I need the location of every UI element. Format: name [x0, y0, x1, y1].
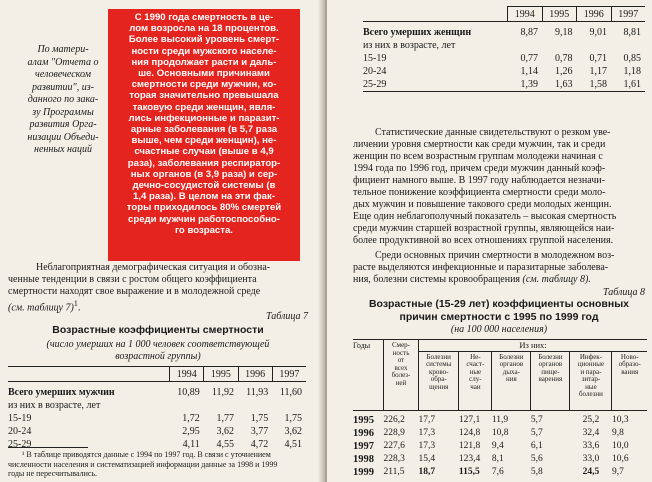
- cell: 10,0: [611, 441, 629, 451]
- cell: 9,8: [611, 428, 624, 438]
- highlight-line: ше. Основными причинами: [138, 68, 270, 80]
- footnote: [8, 450, 308, 479]
- year-cell: 1995: [353, 414, 374, 426]
- cell: 9,18: [555, 27, 573, 38]
- row-label: из них в возрасте, лет: [363, 40, 456, 51]
- table-row: [8, 412, 306, 425]
- header-line: всех: [394, 363, 408, 372]
- paragraph-line: расте выделяются инфекционные и паразитарные заболева-: [353, 262, 609, 273]
- header-line: образо-: [618, 360, 641, 368]
- women-table: [363, 6, 645, 92]
- paragraph-line: женщин по всем возрастным группам молодежи начиная с: [353, 151, 603, 162]
- cell: 3,62: [216, 426, 235, 437]
- header-line: болез-: [391, 371, 411, 379]
- highlight-line: среди мужчин работоспособно-: [128, 213, 280, 225]
- table7-subtitle: [8, 339, 308, 363]
- cell: 228,9: [383, 428, 405, 438]
- sidebar-line: алам "Отчета о: [27, 56, 99, 68]
- cell: 1,17: [589, 66, 607, 77]
- cell: 5,7: [530, 428, 543, 438]
- cell: 11,9: [491, 415, 509, 425]
- paragraph-line: фициент намного выше. В 1997 году наблюдается незначи-: [353, 175, 605, 186]
- cell: 11,92: [211, 387, 235, 398]
- paragraph-line: смертности находят свое выражение и в молодежной среде: [8, 286, 261, 297]
- table-reference: (см. таблицу 8).: [522, 274, 591, 285]
- cell: 2,95: [182, 426, 200, 437]
- sidebar-line: зу Программы: [32, 106, 94, 118]
- cell: 0,77: [520, 53, 539, 64]
- cell: 0,85: [623, 53, 641, 64]
- cell: 24,5: [582, 467, 600, 477]
- paragraph-line: более продуктивной во всех отношениях группой населения.: [353, 235, 614, 246]
- header-blank: [8, 367, 170, 382]
- paragraph-text: ния, болезни системы кровообращения: [353, 274, 521, 285]
- row-label: Всего умерших женщин: [363, 27, 472, 38]
- paragraph-end: .: [77, 302, 81, 314]
- year-cell: 1997: [353, 440, 374, 452]
- table7-title: Возрастные коэффициенты смертности: [52, 324, 264, 336]
- paragraph-line: Среди основных причин смертности в молодежном воз-: [375, 250, 615, 261]
- highlight-line: выше, чем среди женщин), не-: [131, 135, 277, 147]
- table-row: [353, 410, 647, 427]
- header-line: Смер-: [391, 341, 411, 349]
- footnote-mark: 1: [73, 299, 78, 308]
- cell: 1,61: [623, 79, 641, 90]
- cell: 33,0: [582, 454, 600, 464]
- header-line: обра-: [430, 375, 447, 383]
- cell: 10,3: [611, 415, 629, 425]
- paragraph-line: личении уровня смертности как среди мужчин, так и среди: [353, 139, 606, 150]
- cell: 10,89: [177, 387, 200, 398]
- sidebar-line: ненных наций: [34, 144, 92, 155]
- header-respiratory: [492, 351, 531, 410]
- header-line: Инфек-: [579, 352, 603, 361]
- table-row: [363, 78, 645, 92]
- cell: 8,1: [491, 454, 504, 464]
- year-header: 1995: [204, 367, 238, 382]
- table-row: [363, 22, 645, 40]
- cell: 1,18: [623, 66, 641, 77]
- highlight-line: торая значительно превышала: [129, 90, 279, 102]
- table-row: [353, 466, 647, 479]
- cell: 1,14: [520, 66, 539, 77]
- table8-subtitle: (на 100 000 населения): [450, 324, 548, 335]
- header-years: Годы: [353, 341, 371, 350]
- cell: 1,77: [216, 413, 235, 424]
- highlight-line: ных органов (в 3,9 раза) и сер-: [130, 168, 278, 180]
- cell: 7,6: [491, 467, 504, 477]
- header-line: от: [397, 356, 405, 364]
- sidebar-line: человеческом: [35, 69, 91, 80]
- cell: 3,77: [250, 426, 269, 437]
- title-line: причин смертности с 1995 по 1999 год: [399, 311, 599, 323]
- cell: 228,3: [383, 454, 405, 464]
- year-cell: 1999: [353, 466, 374, 478]
- header-accidents: [459, 351, 492, 410]
- cell: 4,72: [250, 439, 269, 450]
- paragraph-line: ченные тенденции в связи с ростом общего коэффициента: [8, 274, 257, 285]
- header-line: щения: [429, 382, 449, 391]
- header-line: органов: [538, 360, 563, 368]
- row-label: 15-19: [8, 413, 32, 424]
- row-label: Всего умерших мужчин: [8, 387, 115, 398]
- highlight-line: счастные случаи (выше в 4,9: [134, 146, 274, 158]
- cell: 11,93: [246, 387, 269, 398]
- header-neoplasms: [612, 351, 647, 410]
- header-line: системы: [426, 360, 452, 368]
- intro-paragraph: [8, 262, 308, 314]
- cell: 9,4: [491, 441, 504, 451]
- cell: 124,8: [458, 428, 481, 438]
- highlight-line: С 1990 года смертность в це-: [134, 12, 274, 23]
- header-line: слу-: [469, 375, 482, 383]
- header-line: Ново-: [620, 352, 639, 361]
- header-infectious: [570, 351, 612, 410]
- cell: 4,51: [284, 439, 302, 450]
- paragraph-line: дых мужчин и повышение такового среди молодых женщин.: [353, 199, 612, 210]
- table8-number: Таблица 8: [603, 287, 645, 298]
- highlight-box: [108, 9, 300, 261]
- cell: 1,63: [555, 79, 573, 90]
- table-row: [363, 52, 645, 65]
- year-header: 1994: [170, 367, 204, 382]
- paragraph-line: Неблагоприятная демографическая ситуация и обозна-: [36, 262, 271, 273]
- causes-paragraph: [353, 250, 645, 286]
- cell: 8,81: [623, 27, 641, 38]
- subtitle-line: возрастной группы): [115, 351, 201, 362]
- highlight-line: смертности среди мужчин, ко-: [131, 79, 277, 91]
- year-cell: 1996: [353, 427, 374, 439]
- cell: 10,6: [611, 454, 629, 464]
- header-line: ность: [392, 348, 410, 357]
- highlight-line: таковую среди женщин, явля-: [132, 101, 276, 113]
- table-row: [363, 65, 645, 78]
- cell: 115,5: [458, 467, 480, 477]
- cell: 17,7: [418, 415, 436, 425]
- sidebar-line: низации Объеди-: [27, 131, 99, 143]
- row-label: 15-19: [363, 53, 387, 64]
- cell: 33,6: [582, 441, 600, 451]
- cell: 1,75: [284, 413, 302, 424]
- cell: 5,7: [530, 415, 543, 425]
- header-line: пище-: [541, 367, 560, 376]
- header-line: Болезни: [538, 352, 563, 361]
- highlight-line: лом возросла на 18 процентов.: [129, 23, 279, 35]
- header-line: счаст-: [466, 360, 485, 368]
- highlight-line: дечно-сосудистой системы (в: [132, 180, 276, 192]
- cell: 5,8: [530, 467, 543, 477]
- footnote-line: годы не пересчитывались.: [8, 469, 98, 478]
- cell: 0,71: [589, 53, 607, 64]
- cell: 123,4: [458, 454, 481, 464]
- header-line: ные: [469, 367, 482, 376]
- table-reference: (см. таблицу 7): [8, 302, 74, 314]
- cell: 227,6: [383, 441, 405, 451]
- cell: 9,01: [589, 27, 607, 38]
- highlight-line: раза), заболевания респиратор-: [127, 157, 281, 169]
- cell: 4,11: [182, 439, 200, 450]
- sidebar-line: развитии", из-: [32, 81, 94, 93]
- cell: 0,78: [555, 53, 573, 64]
- cell: 8,87: [520, 27, 539, 38]
- cell: 15,4: [418, 454, 436, 464]
- cell: 1,75: [250, 413, 269, 424]
- sidebar-line: данного по зака-: [27, 94, 99, 105]
- table-row: [363, 39, 645, 52]
- header-line: болезни: [579, 390, 603, 398]
- cell: 127,1: [458, 415, 481, 425]
- cell: 121,8: [458, 441, 481, 451]
- year-header: 1996: [577, 7, 611, 22]
- cell: 1,58: [589, 79, 607, 90]
- cell: 6,1: [530, 441, 543, 451]
- highlight-line: го возраста.: [175, 224, 233, 236]
- cell: 1,72: [182, 413, 200, 424]
- paragraph-line: тельное понижение коэффициента смертности среди моло-: [353, 187, 606, 198]
- paragraph-line: Еще один неблагополучный показатель – высокая смертность: [353, 211, 617, 222]
- highlight-line: Более высокий уровень смерт-: [128, 34, 280, 46]
- cell: 18,7: [418, 467, 436, 477]
- cell: 3,62: [284, 426, 302, 437]
- cell: 10,8: [491, 428, 509, 438]
- sidebar-line: По матери-: [37, 44, 89, 55]
- subtitle-line: (число умерших на 1 000 человек соответствующей: [46, 339, 270, 350]
- cell: 17,3: [418, 428, 436, 438]
- header-circulatory: [419, 351, 459, 410]
- cell: 11,60: [279, 387, 302, 398]
- header-digestive: [531, 351, 570, 410]
- sidebar-line: развития Орга-: [29, 119, 97, 130]
- highlight-line: арные заболевания (в 5,7 раза: [130, 124, 278, 136]
- footnote-rule: [8, 447, 88, 448]
- header-blank: [363, 7, 508, 22]
- row-label: 25-29: [8, 439, 32, 450]
- highlight-line: 1,4 раза). В целом на эти фак-: [132, 191, 276, 203]
- title-line: Возрастные (15-29 лет) коэффициенты основных: [368, 298, 630, 310]
- left-page: [0, 0, 325, 482]
- header-group: Из них:: [419, 340, 648, 352]
- cell: 211,5: [383, 467, 405, 477]
- header-line: Не-: [470, 352, 481, 361]
- row-label: 25-29: [363, 79, 387, 90]
- table-row: [353, 453, 647, 466]
- paragraph-line: Статистические данные свидетельствуют о резком уве-: [375, 127, 611, 138]
- cell: 5,6: [530, 454, 543, 464]
- table7-number: Таблица 7: [266, 311, 308, 322]
- paragraph-line: 1994 года по 1996 год, причем среди мужчин данный коэф-: [353, 163, 606, 174]
- table-header-row: [353, 340, 647, 352]
- cell: 226,2: [383, 415, 405, 425]
- year-header: 1997: [611, 7, 645, 22]
- table-row: [353, 440, 647, 453]
- year-header: 1994: [508, 7, 542, 22]
- highlight-line: ности среди мужского населе-: [131, 45, 277, 57]
- header-line: крово-: [428, 367, 449, 376]
- table-header-row: [363, 7, 645, 22]
- table7: [8, 366, 306, 451]
- header-line: органов: [499, 360, 524, 368]
- header-line: ционные: [577, 360, 605, 368]
- cell: 25,2: [582, 415, 600, 425]
- header-line: Болезни: [499, 352, 524, 361]
- paragraph-line: среди мужчин старшей возрастной группы, являющейся наи-: [353, 223, 615, 234]
- header-line: ней: [395, 378, 407, 387]
- cell: 1,39: [520, 79, 539, 90]
- table-row: [8, 399, 306, 412]
- header-line: Болезни: [426, 352, 451, 361]
- table-header-row: [8, 367, 306, 382]
- year-header: 1995: [542, 7, 576, 22]
- year-cell: 1998: [353, 453, 374, 465]
- table8-title: [349, 298, 649, 324]
- header-line: варения: [538, 375, 563, 383]
- cell: 9,7: [611, 467, 624, 477]
- header-line: вания: [621, 367, 639, 376]
- highlight-line: торы приходилось 80% смертей: [126, 202, 282, 214]
- year-header: 1996: [238, 367, 272, 382]
- footnote-line: численности населения и систематизацией информации данные за 1998 и 1999: [8, 459, 278, 469]
- sidebar-note: [18, 44, 108, 157]
- footnote-line: ¹ В таблице приводятся данные с 1994 по 1997 год. В связи с уточнением: [22, 450, 271, 459]
- header-line: зитар-: [581, 375, 601, 383]
- header-line: ные: [585, 382, 597, 391]
- header-line: ния: [506, 375, 517, 383]
- row-label: из них в возрасте, лет: [8, 400, 101, 411]
- cell: 32,4: [582, 428, 600, 438]
- row-label: 20-24: [363, 66, 387, 77]
- body-paragraph: [353, 127, 645, 247]
- cell: 17,3: [418, 441, 436, 451]
- cell: 1,26: [555, 66, 573, 77]
- header-all-causes: [384, 340, 419, 411]
- header-line: чаи: [470, 382, 481, 391]
- table-row: [8, 382, 306, 400]
- table8: [353, 339, 647, 479]
- table-row: [8, 425, 306, 438]
- right-page: [327, 0, 652, 482]
- paragraph-line: [353, 274, 645, 286]
- header-line: дыха-: [502, 367, 520, 376]
- highlight-line: лись инфекционные и паразит-: [128, 112, 280, 124]
- table-row: [353, 427, 647, 440]
- highlight-line: ния продолжает расти и даль-: [131, 56, 277, 68]
- cell: 4,55: [216, 439, 235, 450]
- header-line: и пара-: [580, 367, 602, 376]
- year-header: 1997: [272, 367, 306, 382]
- row-label: 20-24: [8, 426, 32, 437]
